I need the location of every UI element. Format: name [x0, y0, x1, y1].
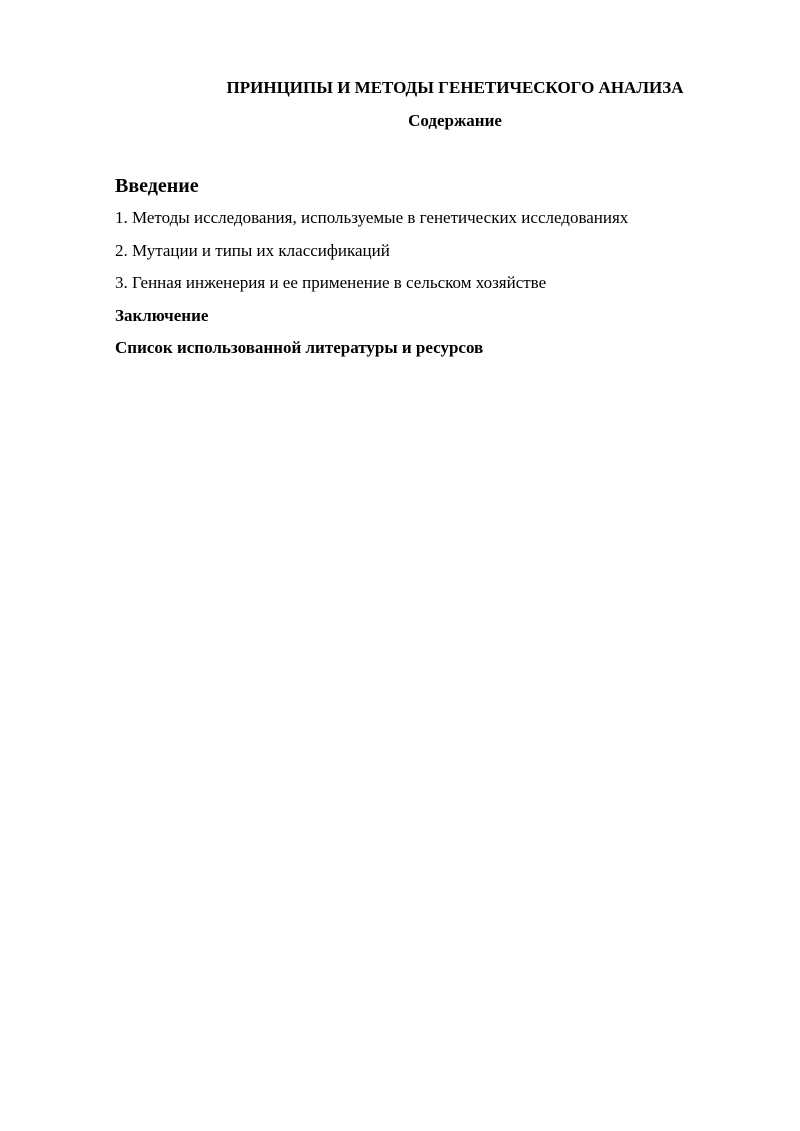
toc-item-chapter-1: 1. Методы исследования, используемые в генетических исследованиях	[115, 208, 629, 227]
toc-item-chapter-3: 3. Генная инженерия и ее применение в сельском хозяйстве	[115, 273, 547, 292]
table-of-contents	[115, 173, 755, 370]
table-of-contents-heading: Содержание	[408, 111, 502, 130]
toc-item-chapter-2: 2. Мутации и типы их классификаций	[115, 240, 390, 260]
toc-item-introduction: Введение	[115, 175, 199, 197]
document-title: ПРИНЦИПЫ И МЕТОДЫ ГЕНЕТИЧЕСКОГО АНАЛИЗА	[226, 78, 684, 97]
toc-item-references: Список использованной литературы и ресурсов	[115, 338, 484, 357]
toc-item-conclusion: Заключение	[115, 305, 209, 325]
